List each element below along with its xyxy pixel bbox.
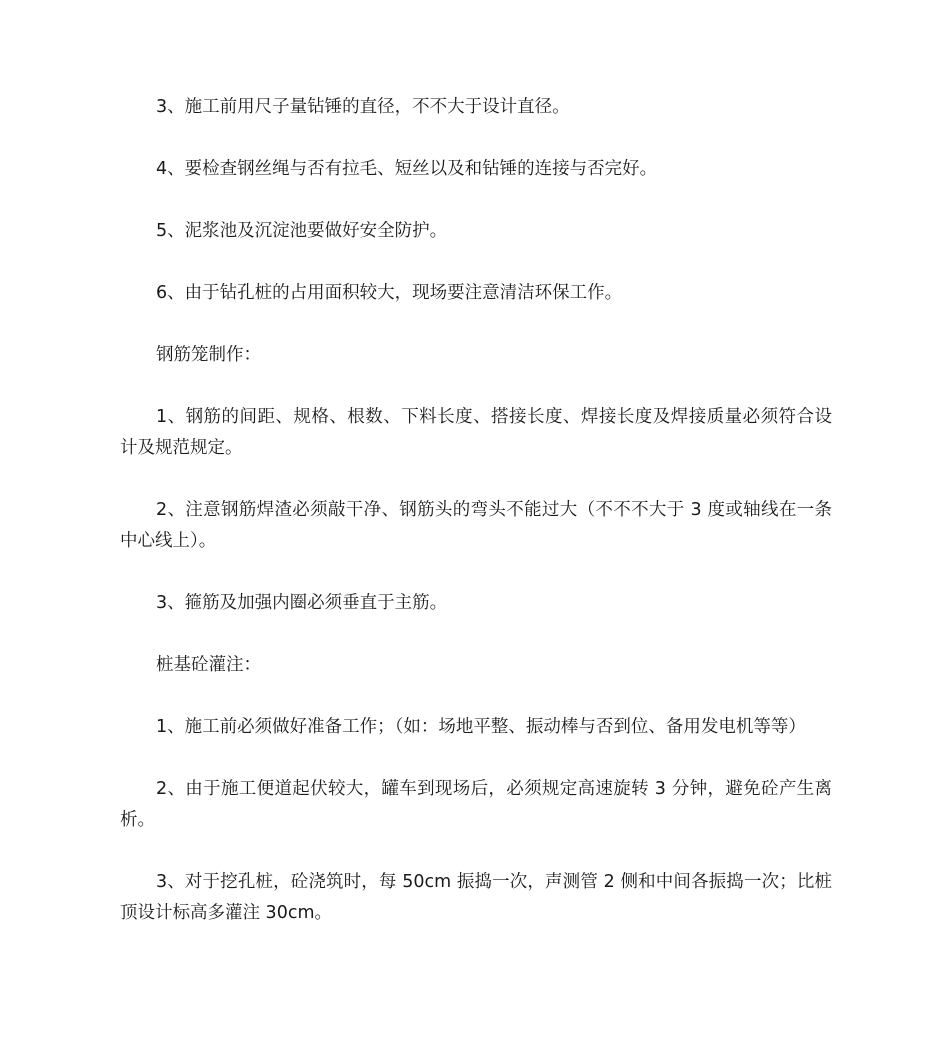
- concrete-item-3: 3、对于挖孔桩，砼浇筑时，每 50cm 振捣一次，声测管 2 侧和中间各振捣一次；比桩顶设计标高多灌注 30cm。: [120, 872, 832, 923]
- paragraph-item-6: 6、由于钻孔桩的占用面积较大，现场要注意清洁环保工作。: [156, 283, 623, 303]
- concrete-item-1: 1、施工前必须做好准备工作；（如：场地平整、振动棒与否到位、备用发电机等等）: [156, 717, 806, 737]
- rebar-item-1: 1、钢筋的间距、规格、根数、下料长度、搭接长度、焊接长度及焊接质量必须符合设计及规范规定。: [120, 407, 832, 458]
- paragraph-item-3: 3、施工前用尺子量钻锤的直径，不不大于设计直径。: [156, 97, 570, 117]
- document-body: [120, 92, 832, 960]
- paragraph-item-4: 4、要检查钢丝绳与否有拉毛、短丝以及和钻锤的连接与否完好。: [156, 159, 658, 179]
- paragraph-item-5: 5、泥浆池及沉淀池要做好安全防护。: [156, 221, 448, 241]
- section-heading-pile-concrete: 桩基砼灌注：: [156, 655, 261, 675]
- rebar-item-2: 2、注意钢筋焊渣必须敲干净、钢筋头的弯头不能过大（不不不大于 3 度或轴线在一条中心线上）。: [120, 500, 832, 551]
- concrete-item-2: 2、由于施工便道起伏较大，罐车到现场后，必须规定高速旋转 3 分钟，避免砼产生离析。: [120, 779, 832, 830]
- rebar-item-3: 3、箍筋及加强内圈必须垂直于主筋。: [156, 593, 448, 613]
- section-heading-rebar-cage: 钢筋笼制作：: [156, 345, 261, 365]
